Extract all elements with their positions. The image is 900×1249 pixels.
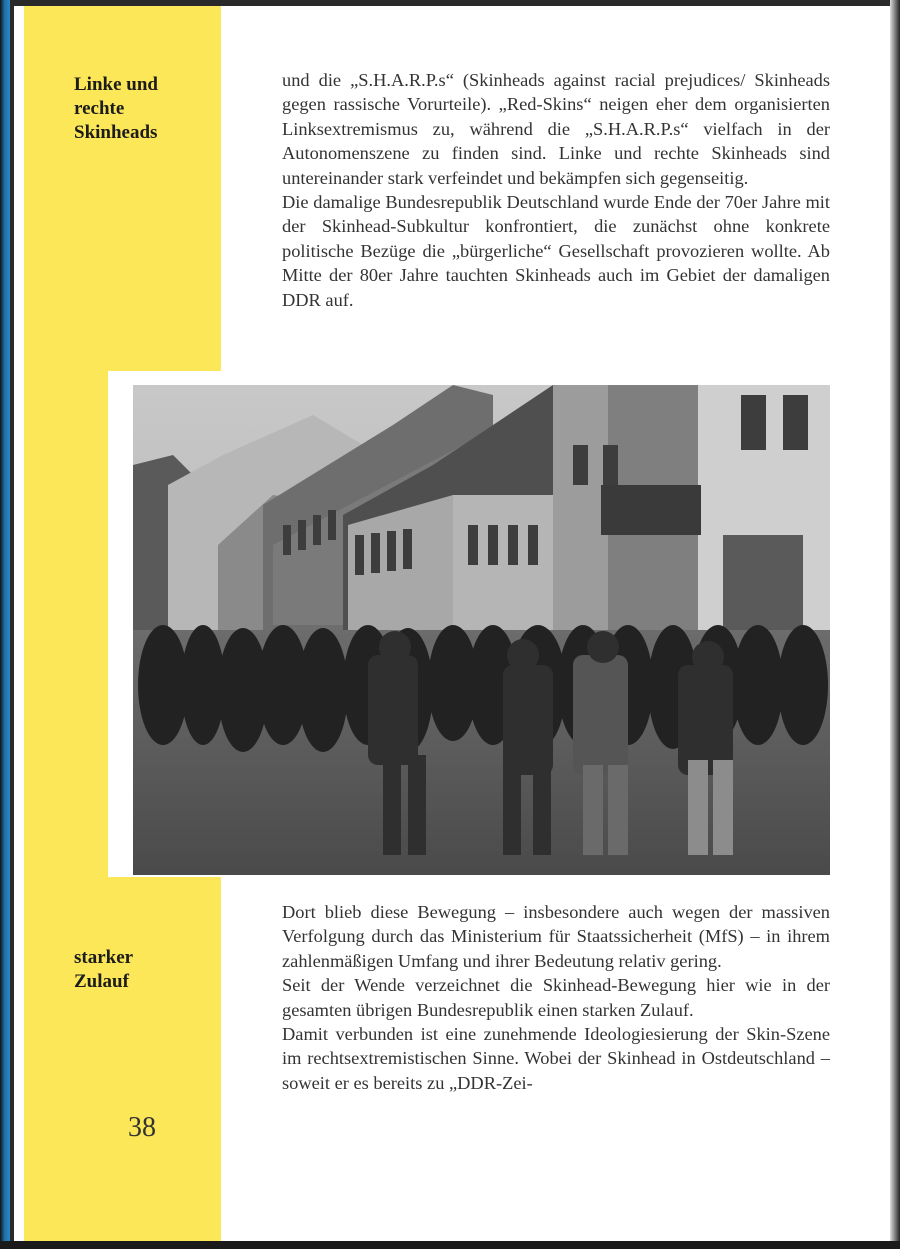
page-bottom-edge <box>0 1241 900 1249</box>
paragraph: Damit verbunden ist eine zunehmende Ideologiesierung der Skin-Szene im rechtsextremistischen Sinne. Wobei der Skinhead in Ostdeutschland – soweit er es bereits zu „DDR-Zei- <box>282 1024 830 1093</box>
margin-heading-left-right-skinheads <box>74 73 214 145</box>
paragraph: Dort blieb diese Bewegung – insbesondere auch wegen der massiven Verfolgung durch das Ministerium für Staatssicherheit (MfS) – in ihrem zahlenmäßigen Umfang und ihrer Bedeutung relativ gering. <box>282 902 830 971</box>
margin-heading-line: Zulauf <box>74 971 129 992</box>
margin-column-middle <box>24 371 108 877</box>
paragraph: und die „S.H.A.R.P.s“ (Skinheads against racial prejudices/ Skinheads gegen rassische Vorurteile). „Red-Skins“ neigen eher dem organisierten Linksextremismus zu, während die „S.H.A.R.P.s“ vielfach in der Autonomenszene zu finden sind. Linke und rechte Skinheads sind untereinander stark verfeindet und bekämpfen sich gegenseitig. <box>282 70 830 188</box>
page-right-shadow <box>890 0 900 1249</box>
body-text-top <box>282 68 830 312</box>
street-crowd-photo <box>133 385 830 875</box>
margin-heading-line: Skinheads <box>74 122 158 143</box>
body-text-bottom <box>282 900 830 1095</box>
margin-column-bottom <box>24 877 221 1242</box>
paragraph: Die damalige Bundesrepublik Deutschland wurde Ende der 70er Jahre mit der Skinhead-Subkultur konfrontiert, die zunächst ohne konkrete politische Bezüge die „bürgerliche“ Gesellschaft provozieren wollte. Ab Mitte der 80er Jahre tauchten Skinheads auch im Gebiet der damaligen DDR auf. <box>282 192 830 310</box>
book-spine-edge <box>0 0 10 1249</box>
margin-heading-line: Linke und <box>74 74 158 95</box>
page-number: 38 <box>128 1112 156 1143</box>
margin-heading-strong-influx <box>74 946 214 994</box>
paragraph: Seit der Wende verzeichnet die Skinhead-Bewegung hier wie in der gesamten übrigen Bundesrepublik einen starken Zulauf. <box>282 975 830 1020</box>
margin-heading-line: rechte <box>74 98 125 119</box>
margin-column-top <box>24 6 221 371</box>
photo-illustration <box>133 385 830 875</box>
margin-heading-line: starker <box>74 947 134 968</box>
